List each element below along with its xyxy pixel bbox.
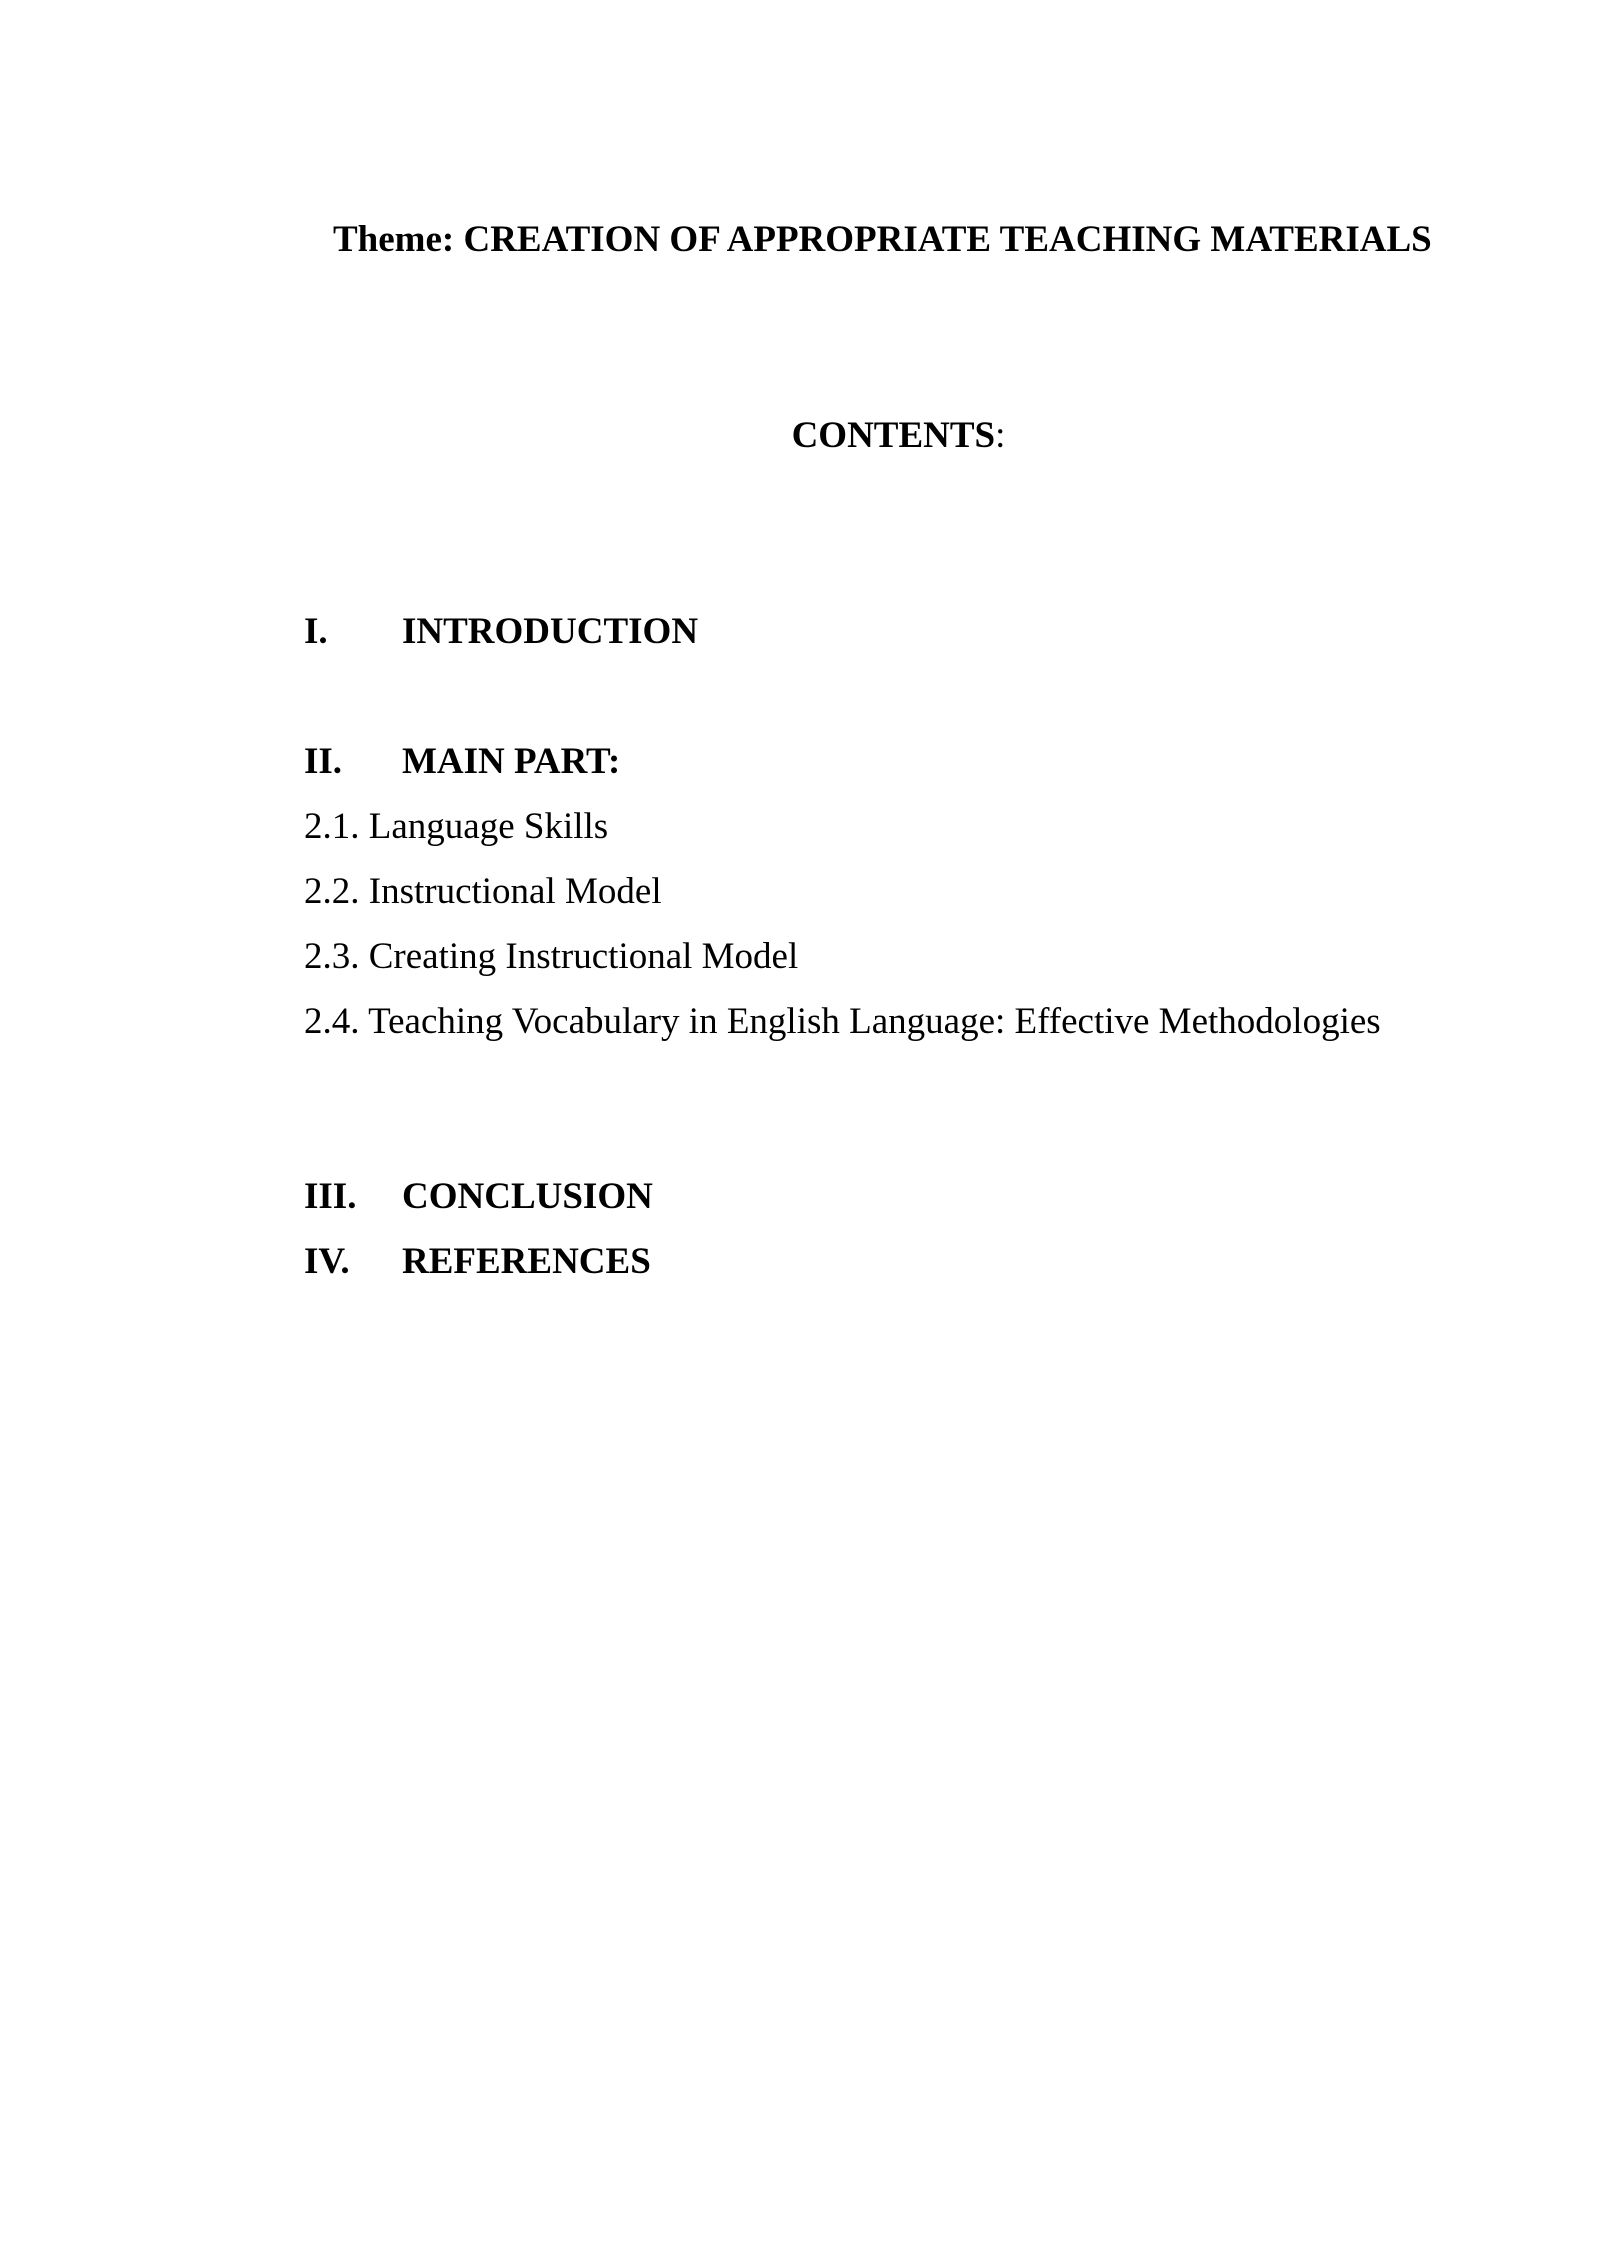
toc-section-title: CONCLUSION xyxy=(402,1176,653,1217)
toc-section-introduction xyxy=(304,606,698,658)
contents-heading xyxy=(0,410,1600,462)
toc-section-numeral: IV. xyxy=(304,1241,350,1282)
toc-subsection-language-skills: 2.1. Language Skills xyxy=(304,806,609,847)
toc-section-numeral: I. xyxy=(304,611,328,652)
toc-subsection-creating-instructional-model: 2.3. Creating Instructional Model xyxy=(304,936,799,977)
toc-section-numeral: III. xyxy=(304,1176,357,1217)
contents-heading-text: CONTENTS xyxy=(791,415,996,456)
toc-section-numeral: II. xyxy=(304,741,343,782)
toc-section-title: REFERENCES xyxy=(402,1241,651,1282)
contents-heading-colon: : xyxy=(995,415,1006,456)
toc-section-title: INTRODUCTION xyxy=(402,611,699,652)
toc-section-main-part xyxy=(304,736,620,788)
toc-section-title: MAIN PART: xyxy=(402,741,621,782)
toc-subsection-teaching-vocabulary: 2.4. Teaching Vocabulary in English Language: Effective Methodologies xyxy=(304,1001,1381,1042)
toc-section-conclusion xyxy=(304,1171,653,1223)
document-theme: Theme: CREATION OF APPROPRIATE TEACHING MATERIALS xyxy=(333,219,1432,260)
toc-subsection-instructional-model: 2.2. Instructional Model xyxy=(304,871,662,912)
toc-section-references xyxy=(304,1236,651,1288)
